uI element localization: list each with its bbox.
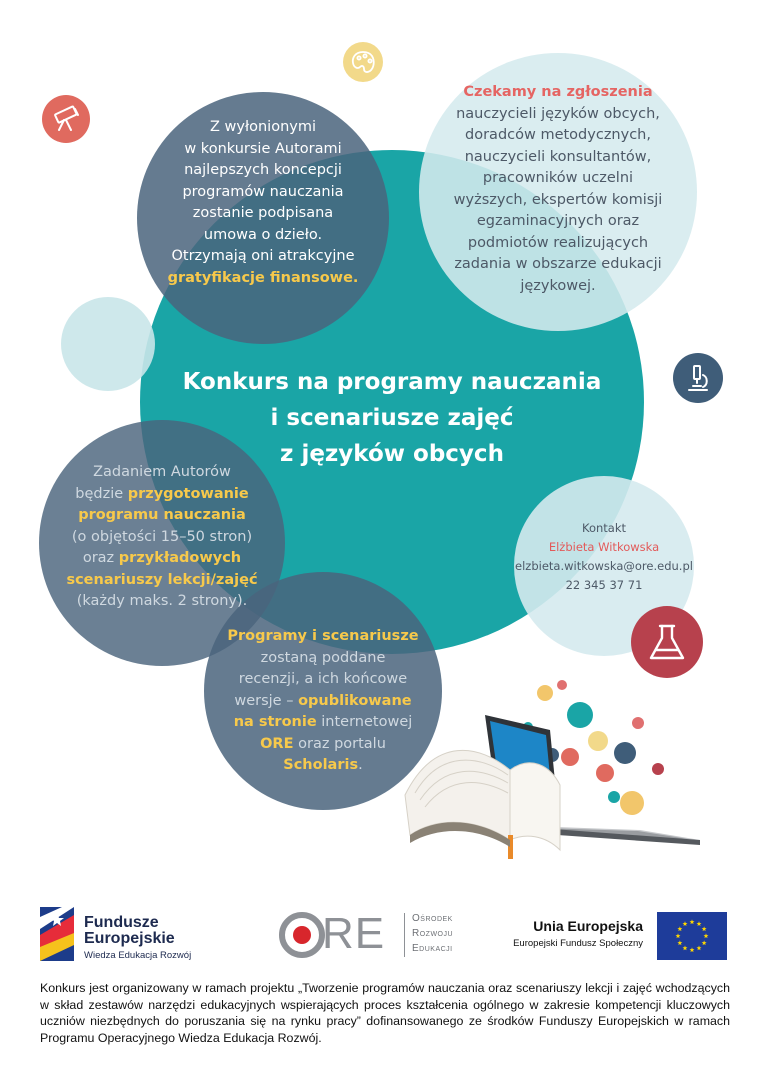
page-title: [160, 364, 624, 472]
review-text: internetowej: [316, 714, 413, 730]
review-highlight: na stronie: [233, 714, 317, 730]
review-line: zostaną poddane: [260, 649, 386, 666]
fe-flag-icon: [40, 907, 74, 961]
unia-europejska-logo: [515, 912, 730, 962]
eu-title: Unia Europejska: [533, 918, 643, 934]
review-highlight: Scholaris: [283, 757, 359, 773]
ore-line-2: Rozwoju: [412, 928, 454, 939]
authors-line: Otrzymają oni atrakcyjne: [171, 248, 355, 264]
contact-label: Kontakt: [581, 521, 627, 535]
flask-icon: [631, 606, 703, 678]
review-line: recenzji, a ich końcowe: [238, 671, 408, 687]
task-highlight: przykładowych: [118, 550, 242, 566]
footer-disclaimer: Konkurs jest organizowany w ramach projektu „Tworzenie programów nauczania oraz scenariuszy lekcji i zajęć wchodzących w skład zestawów narzędzi edukacyjnych wspierających proces kształcenia ogólnego w zakresie kompetencji kluczowych uczniów niezbędnych do poruszania się na rynku pracy” dofinansowanego ze środków Funduszy Europejskich w ramach Programu Operacyjnego Wiedza Edukacja Rozwój.: [40, 981, 730, 1045]
open-book: [405, 750, 560, 859]
call-line: podmiotów realizujących: [467, 234, 649, 251]
authors-contract-text: [150, 117, 376, 289]
laptop-book-illustration: [400, 675, 710, 865]
fundusze-europejskie-logo: [40, 905, 270, 965]
fe-name-line1: Fundusze: [84, 914, 159, 931]
review-highlight: Programy i scenariusze: [227, 628, 419, 644]
small-pale-circle: [61, 297, 155, 391]
microscope-icon: [673, 353, 723, 403]
ore-divider: [404, 913, 405, 957]
authors-highlight: gratyfikacje finansowe.: [167, 269, 359, 286]
ore-wordmark: RE: [322, 909, 386, 958]
call-line: egzaminacyjnych oraz: [476, 213, 640, 229]
fe-name-line2: Europejskie: [84, 930, 175, 947]
authors-line: w konkursie Autorami: [184, 140, 342, 157]
call-heading: Czekamy na zgłoszenia: [463, 84, 653, 100]
task-line: (o objętości 15–50 stron): [71, 528, 253, 545]
task-line: Zadaniem Autorów: [93, 464, 231, 480]
task-text: będzie: [75, 485, 128, 502]
review-highlight: ORE: [260, 735, 294, 752]
call-for-applications-text: [432, 82, 684, 297]
task-text: oraz: [82, 550, 119, 566]
ore-logo: [278, 905, 478, 965]
telescope-icon: [42, 95, 90, 143]
call-line: nauczycieli konsultantów,: [464, 148, 652, 165]
authors-line: umowa o dzieło.: [203, 226, 323, 243]
authors-line: najlepszych koncepcji: [184, 162, 342, 178]
eu-flag-icon: [657, 912, 727, 960]
call-line: językowej.: [520, 277, 596, 294]
ore-fullname: [412, 911, 453, 956]
call-line: zadania w obszarze edukacji: [454, 256, 662, 272]
authors-line: programów nauczania: [182, 183, 344, 200]
fe-subtitle: Wiedza Edukacja Rozwój: [84, 950, 192, 961]
call-line: doradców metodycznych,: [465, 127, 651, 143]
call-line: nauczycieli języków obcych,: [456, 105, 660, 122]
contact-info: [514, 519, 694, 595]
task-highlight: programu nauczania: [78, 507, 246, 523]
review-text: wersje –: [234, 692, 299, 709]
title-line-2: i scenariusze zajęć: [270, 405, 514, 431]
contact-name: Elżbieta Witkowska: [548, 540, 660, 554]
review-highlight: opublikowane: [298, 692, 412, 709]
authors-line: zostanie podpisana: [192, 205, 334, 221]
title-line-3: z języków obcych: [280, 441, 504, 467]
task-highlight: przygotowanie: [127, 485, 249, 502]
title-line-1: Konkurs na programy nauczania: [182, 369, 602, 395]
task-highlight: scenariuszy lekcji/zajęć: [66, 571, 258, 588]
authors-task-text: [49, 462, 275, 613]
review-text: oraz portalu: [293, 735, 386, 752]
call-line: pracowników uczelni: [482, 170, 634, 186]
task-line: (każdy maks. 2 strony).: [76, 593, 248, 609]
contact-phone: 22 345 37 71: [565, 578, 643, 592]
eu-subtitle: Europejski Fundusz Społeczny: [513, 938, 643, 949]
ore-line-3: Edukacji: [412, 943, 453, 954]
ore-line-1: Ośrodek: [412, 913, 453, 924]
ore-o-icon: [278, 911, 326, 959]
call-line: wyższych, ekspertów komisji: [453, 191, 663, 208]
authors-line: Z wyłonionymi: [210, 119, 316, 135]
contact-email[interactable]: elzbieta.witkowska@ore.edu.pl: [515, 559, 693, 573]
review-text: .: [358, 757, 363, 773]
palette-icon: [343, 42, 383, 82]
